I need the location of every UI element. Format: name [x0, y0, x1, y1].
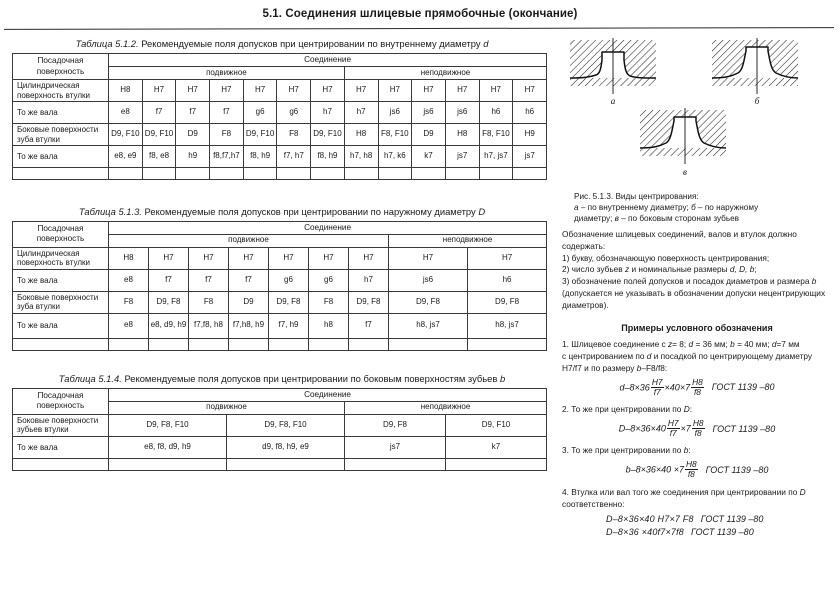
table-cell: H7: [412, 80, 446, 102]
example-4-line1: 4. Втулка или вал того же соединения при центрировании по: [562, 486, 800, 497]
table-cell: h6: [513, 102, 547, 124]
subgroup-fixed: неподвижное: [344, 67, 546, 80]
table-cell: D9, F10: [243, 124, 277, 146]
notes-item-2-pre: 2) число зубьев: [562, 264, 625, 275]
stub-header: Посадочная поверхность: [13, 221, 109, 247]
two-column-layout: [0, 38, 840, 544]
table-cell: h6: [479, 102, 513, 124]
table-cell-spacer: [189, 338, 229, 350]
table-row: [13, 388, 547, 401]
table-cell: f7, h9: [269, 313, 309, 338]
example-4-formula-a: [562, 514, 832, 524]
centering-types-diagram: [562, 38, 838, 188]
fraction-denominator: f8: [685, 469, 698, 479]
example-1-line3-b: b: [636, 362, 642, 373]
example-2-text-end: :: [689, 404, 693, 415]
table-cell-spacer: [149, 338, 189, 350]
notes-item-3-paren: (допускается не указывать в обозначении допуски нецентрирующих диаметров).: [562, 287, 826, 310]
table-cell: H7: [378, 80, 412, 102]
fraction-denominator: f7: [667, 428, 680, 438]
table-cell-spacer: [378, 168, 412, 180]
table-cell: h7, k6: [378, 146, 412, 168]
table-row: [13, 436, 547, 458]
table-cell: D9, F8, F10: [227, 414, 345, 436]
figure-letter-a: а: [610, 96, 616, 106]
example-1-b: b: [730, 339, 735, 350]
table-cell: H7: [479, 80, 513, 102]
table-cell: H7: [309, 247, 349, 269]
formula-prefix: b–8×36×40 ×7: [625, 464, 684, 475]
example-1-line3-end: –F8/f8:: [641, 362, 668, 373]
table-cell: f8, e8: [142, 146, 176, 168]
table-cell: e8, f8, d9, h9: [109, 436, 227, 458]
example-1-z: z: [667, 339, 673, 350]
table-cell: h7: [349, 269, 389, 291]
table-cell: h7, h8: [344, 146, 378, 168]
table-cell: f8, h9: [243, 146, 277, 168]
figure-caption-title: Виды центрирования:: [615, 192, 699, 201]
table-row: [13, 291, 547, 313]
table-row: [13, 80, 547, 102]
fraction-h8-f8: [685, 460, 698, 478]
formula-gost: ГОСТ 1139 –80: [712, 423, 776, 434]
fraction-numerator: H8: [685, 459, 697, 470]
table-cell: g6: [277, 102, 311, 124]
example-4-line2: соответственно:: [562, 498, 625, 509]
table-cell: f7: [189, 269, 229, 291]
figure-caption-label: Рис. 5.1.3.: [574, 192, 614, 201]
table-cell-spacer: [227, 458, 345, 470]
table-cell: h8, js7: [389, 313, 468, 338]
row-label: Боковые поверхности зуба втулки: [13, 291, 109, 313]
table-caption-symbol: D: [478, 205, 486, 217]
figure-caption: [562, 192, 832, 225]
formula-mid: ×40×7: [664, 382, 691, 393]
table-cell-spacer: [412, 168, 446, 180]
fraction-denominator: f8: [691, 387, 704, 397]
table-cell: f7: [142, 102, 176, 124]
table-cell: e8, e9: [109, 146, 143, 168]
figure-caption-v-symbol: в: [614, 213, 619, 223]
table-cell: F8: [309, 291, 349, 313]
table-cell: h7: [311, 102, 345, 124]
table-cell: H7: [349, 247, 389, 269]
notes-item-3: [562, 276, 832, 288]
table-cell: f7: [210, 102, 244, 124]
formula-body: D–8×36 ×40f7×7f8: [606, 527, 685, 538]
table-cell: H8: [445, 124, 479, 146]
table-cell: f7: [349, 313, 389, 338]
table-row: [13, 102, 547, 124]
right-column: [556, 38, 840, 544]
table-cell: f7,f8, h8: [189, 313, 229, 338]
row-label: Цилиндрическая поверхность втулки: [13, 80, 109, 102]
fraction-numerator: H7: [651, 376, 663, 387]
row-label: То же вала: [13, 102, 109, 124]
row-label: То же вала: [13, 269, 109, 291]
title-divider: [4, 27, 834, 30]
example-1-line1-pre: 1. Шлицевое соединение с: [562, 339, 668, 350]
figure-caption-v-text: – по боковым сторонам зубьев: [618, 213, 740, 223]
example-3-symbol: b: [683, 445, 689, 456]
table-cell: D9, F8: [389, 291, 468, 313]
table-cell: H8: [109, 80, 143, 102]
example-3-text: [562, 445, 832, 457]
table-cell: F8: [210, 124, 244, 146]
diagram-v: [640, 108, 726, 177]
table-cell: e8: [109, 313, 149, 338]
fraction-denominator: f7: [651, 387, 664, 397]
table-cell: f7, h7: [277, 146, 311, 168]
table-cell: H7: [445, 80, 479, 102]
table-caption-label: Таблица 5.1.4.: [58, 372, 122, 384]
example-1-line1-end: =7 мм: [776, 339, 800, 350]
example-2-symbol: D: [683, 404, 690, 415]
subgroup-fixed: неподвижное: [345, 401, 547, 414]
table-cell: js7: [345, 436, 446, 458]
formula-gost: ГОСТ 1139 –80: [700, 514, 764, 525]
table-caption-symbol: d: [483, 38, 489, 49]
subgroup-fixed: неподвижное: [389, 234, 547, 247]
table-cell: f7: [229, 269, 269, 291]
figure-letter-v: в: [683, 167, 687, 177]
subgroup-movable: подвижное: [109, 234, 389, 247]
table-row: [13, 124, 547, 146]
stub-header: Посадочная поверхность: [13, 54, 109, 80]
table-cell-spacer: [309, 338, 349, 350]
diagram-a: [570, 38, 656, 106]
table-cell: h7, js7: [479, 146, 513, 168]
table-block-5-1-4: [12, 373, 556, 471]
row-label: То же вала: [13, 146, 109, 168]
table-cell: e8, d9, h9: [149, 313, 189, 338]
subgroup-movable: подвижное: [109, 401, 345, 414]
table-cell-spacer: [479, 168, 513, 180]
subgroup-movable: подвижное: [109, 67, 345, 80]
formula-body: D–8×36×40 H7×7 F8: [606, 514, 694, 525]
table-cell: D9, F10: [446, 414, 547, 436]
table-cell-spacer: [176, 168, 210, 180]
table-cell-spacer: [109, 338, 149, 350]
example-4-symbol: D: [799, 486, 806, 497]
table-row-spacer: [13, 338, 547, 350]
table-cell-spacer: [109, 458, 227, 470]
example-1-line1-mid3: = 40 мм;: [734, 339, 772, 350]
table-cell: H7: [176, 80, 210, 102]
table-cell-spacer: [13, 458, 109, 470]
row-label: То же вала: [13, 313, 109, 338]
table-cell: D9, F8, F10: [109, 414, 227, 436]
table-row: [13, 54, 547, 67]
table-cell: js7: [513, 146, 547, 168]
page-title: 5.1. Соединения шлицевые прямобочные (окончание): [262, 8, 578, 20]
example-1-line2-mid: и посадкой по центрирующему диаметру: [651, 351, 813, 362]
notes-item-2: [562, 264, 832, 276]
table-row: [13, 146, 547, 168]
table-cell: e8: [109, 102, 143, 124]
notes-item-3-pre: 3) обозначение полей допусков и посадок диаметров и размера: [562, 276, 812, 287]
table-cell: D9, F10: [311, 124, 345, 146]
table-gap: [12, 351, 556, 373]
table-row-spacer: [13, 458, 547, 470]
table-cell: H7: [229, 247, 269, 269]
table-cell: k7: [412, 146, 446, 168]
example-1-line1-mid2: = 36 мм;: [693, 339, 731, 350]
example-3-text-end: :: [688, 445, 691, 456]
table-cell: H7: [311, 80, 345, 102]
notes-item-2-end: ;: [754, 264, 757, 275]
table-cell-spacer: [349, 338, 389, 350]
designation-notes: [562, 229, 832, 311]
table-cell-spacer: [345, 458, 446, 470]
example-4-text: [562, 487, 832, 511]
notes-item-1: 1) букву, обозначающую поверхность центрирования;: [562, 252, 770, 263]
example-1-formula: [562, 376, 832, 397]
row-label: То же вала: [13, 436, 109, 458]
table-cell: D9, F8: [345, 414, 446, 436]
table-row-spacer: [13, 168, 547, 180]
table-caption-text: Рекомендуемые поля допусков при центрировании по внутреннему диаметру: [141, 38, 481, 49]
table-cell-spacer: [269, 338, 309, 350]
example-2-formula: [562, 420, 832, 438]
formula-gost: ГОСТ 1139 –80: [691, 527, 754, 538]
figure-caption-a-text: – по внутреннему диаметру;: [578, 202, 692, 212]
table-cell-spacer: [445, 168, 479, 180]
table-cell: H7: [389, 247, 468, 269]
table-cell: D9: [229, 291, 269, 313]
table-caption-label: Таблица 5.1.3.: [78, 205, 142, 217]
example-1-line3-pre: H7/f7 и по размеру: [562, 362, 637, 373]
figure-caption-b-symbol: б: [691, 202, 696, 212]
figure-caption-a-symbol: а: [574, 202, 579, 212]
table-5-1-4: [12, 388, 547, 471]
table-cell: D9, F8: [149, 291, 189, 313]
table-cell: f8, h9: [311, 146, 345, 168]
table-cell: f7,h8, h9: [229, 313, 269, 338]
formula-mid: ×7: [680, 423, 691, 434]
table-cell: h9: [176, 146, 210, 168]
table-5-1-3: [12, 221, 547, 351]
example-1-d: d: [688, 339, 694, 350]
formula-prefix: D–8×36×40: [618, 423, 666, 434]
table-cell: H7: [189, 247, 229, 269]
example-1-text: [562, 339, 832, 374]
examples-heading: Примеры условного обозначения: [621, 323, 773, 334]
formula-prefix: d–8×36: [619, 382, 650, 393]
example-4-formula-b: [562, 527, 832, 537]
table-cell-spacer: [243, 168, 277, 180]
formula-gost: ГОСТ 1139 –80: [705, 464, 769, 475]
notes-intro: Обозначение шлицевых соединений, валов и втулок должно содержать:: [562, 228, 797, 251]
table-caption-5-1-2: [12, 38, 556, 49]
table-cell: f8,f7,h7: [210, 146, 244, 168]
example-1-line1-mid: = 8;: [672, 339, 689, 350]
fraction-h8-f8: [691, 378, 704, 396]
table-cell: g6: [243, 102, 277, 124]
table-caption-label: Таблица 5.1.2.: [75, 38, 139, 49]
example-1-d2: d: [771, 339, 777, 350]
table-caption-5-1-3: [12, 206, 556, 217]
table-cell: h6: [468, 269, 547, 291]
fraction-numerator: H7: [667, 418, 679, 429]
group-header-connection: Соединение: [109, 221, 547, 234]
notes-item-2-mid: и номинальные размеры: [629, 264, 730, 275]
notes-item-3-b: b: [811, 276, 817, 287]
table-row: [13, 313, 547, 338]
formula-gost: ГОСТ 1139 –80: [711, 382, 775, 393]
table-cell-spacer: [229, 338, 269, 350]
table-cell: H7: [243, 80, 277, 102]
table-cell-spacer: [468, 338, 547, 350]
table-cell-spacer: [311, 168, 345, 180]
table-cell: H9: [513, 124, 547, 146]
fraction-numerator: H8: [692, 376, 703, 387]
table-cell: F8, F10: [479, 124, 513, 146]
fraction-h8-f8: [692, 419, 705, 437]
fraction-denominator: f8: [692, 428, 705, 438]
table-cell: H7: [269, 247, 309, 269]
table-cell: H7: [344, 80, 378, 102]
table-cell: D9, F8: [269, 291, 309, 313]
table-caption-5-1-4: [12, 373, 556, 384]
table-cell: g6: [269, 269, 309, 291]
table-cell: F8, F10: [378, 124, 412, 146]
notes-item-2-z: z: [625, 264, 630, 275]
example-1-line2-pre: с центрированием по: [562, 351, 647, 362]
table-cell: H7: [142, 80, 176, 102]
figure-5-1-3: [562, 38, 832, 190]
figure-caption-line2-pre: диаметру;: [574, 213, 615, 223]
table-cell: H8: [109, 247, 149, 269]
table-cell-spacer: [109, 168, 143, 180]
table-cell: F8: [189, 291, 229, 313]
table-cell-spacer: [13, 338, 109, 350]
table-cell: F8: [109, 291, 149, 313]
stub-header: Посадочная поверхность: [13, 388, 109, 414]
table-caption-text: Рекомендуемые поля допусков при центрировании по наружному диаметру: [144, 205, 476, 217]
table-cell-spacer: [389, 338, 468, 350]
table-cell: h8, js7: [468, 313, 547, 338]
fraction-h7-f7: [667, 419, 680, 437]
table-row: [13, 269, 547, 291]
table-row: [13, 221, 547, 234]
table-cell-spacer: [277, 168, 311, 180]
table-cell-spacer: [142, 168, 176, 180]
group-header-connection: Соединение: [109, 54, 547, 67]
table-cell: D9, F10: [109, 124, 143, 146]
table-cell-spacer: [344, 168, 378, 180]
example-2-text-pre: 2. То же при центрировании по: [562, 404, 684, 415]
table-cell: D9: [412, 124, 446, 146]
example-3-formula: [562, 461, 832, 479]
table-cell-spacer: [513, 168, 547, 180]
table-row: [13, 247, 547, 269]
table-cell: f7: [176, 102, 210, 124]
table-cell: js6: [378, 102, 412, 124]
table-cell: f7: [149, 269, 189, 291]
table-cell-spacer: [446, 458, 547, 470]
example-2-text: [562, 404, 832, 416]
table-caption-text: Рекомендуемые поля допусков при центрировании по боковым поверхностям зубьев: [124, 372, 498, 384]
fraction-numerator: H8: [692, 418, 704, 429]
table-5-1-2: [12, 53, 547, 180]
fraction-h7-f7: [651, 378, 664, 396]
table-cell: H7: [149, 247, 189, 269]
row-label: Цилиндрическая поверхность втулки: [13, 247, 109, 269]
table-gap: [12, 180, 556, 206]
table-cell: H7: [210, 80, 244, 102]
table-cell: F8: [277, 124, 311, 146]
group-header-connection: Соединение: [109, 388, 547, 401]
table-row: [13, 414, 547, 436]
table-cell-spacer: [210, 168, 244, 180]
table-cell-spacer: [13, 168, 109, 180]
table-caption-symbol: b: [499, 372, 506, 384]
table-block-5-1-3: [12, 206, 556, 351]
table-cell: D9, F10: [142, 124, 176, 146]
diagram-b: [712, 38, 798, 106]
table-cell: js7: [445, 146, 479, 168]
table-cell: h7: [344, 102, 378, 124]
table-cell: k7: [446, 436, 547, 458]
notes-item-2-dims: d, D, b: [729, 264, 755, 275]
table-cell: d9, f8, h9, e9: [227, 436, 345, 458]
table-cell: H7: [513, 80, 547, 102]
table-cell: D9, F8: [349, 291, 389, 313]
table-block-5-1-2: [12, 38, 556, 180]
example-1-line2-d: d: [646, 351, 652, 362]
table-cell: g6: [309, 269, 349, 291]
row-label: Боковые поверхности зубьев втулки: [13, 414, 109, 436]
example-3-text-pre: 3. То же при центрировании по: [562, 445, 684, 456]
table-cell: H7: [468, 247, 547, 269]
table-cell: H7: [277, 80, 311, 102]
table-cell: D9, F8: [468, 291, 547, 313]
table-cell: h8: [309, 313, 349, 338]
row-label: Боковые поверхности зуба втулки: [13, 124, 109, 146]
table-cell: H8: [344, 124, 378, 146]
table-cell: js6: [412, 102, 446, 124]
figure-caption-b-text: – по наружному: [695, 202, 759, 212]
left-column: [0, 38, 556, 544]
figure-letter-b: б: [754, 96, 760, 106]
table-cell: js6: [389, 269, 468, 291]
table-cell: js6: [445, 102, 479, 124]
table-cell: D9: [176, 124, 210, 146]
table-cell: e8: [109, 269, 149, 291]
